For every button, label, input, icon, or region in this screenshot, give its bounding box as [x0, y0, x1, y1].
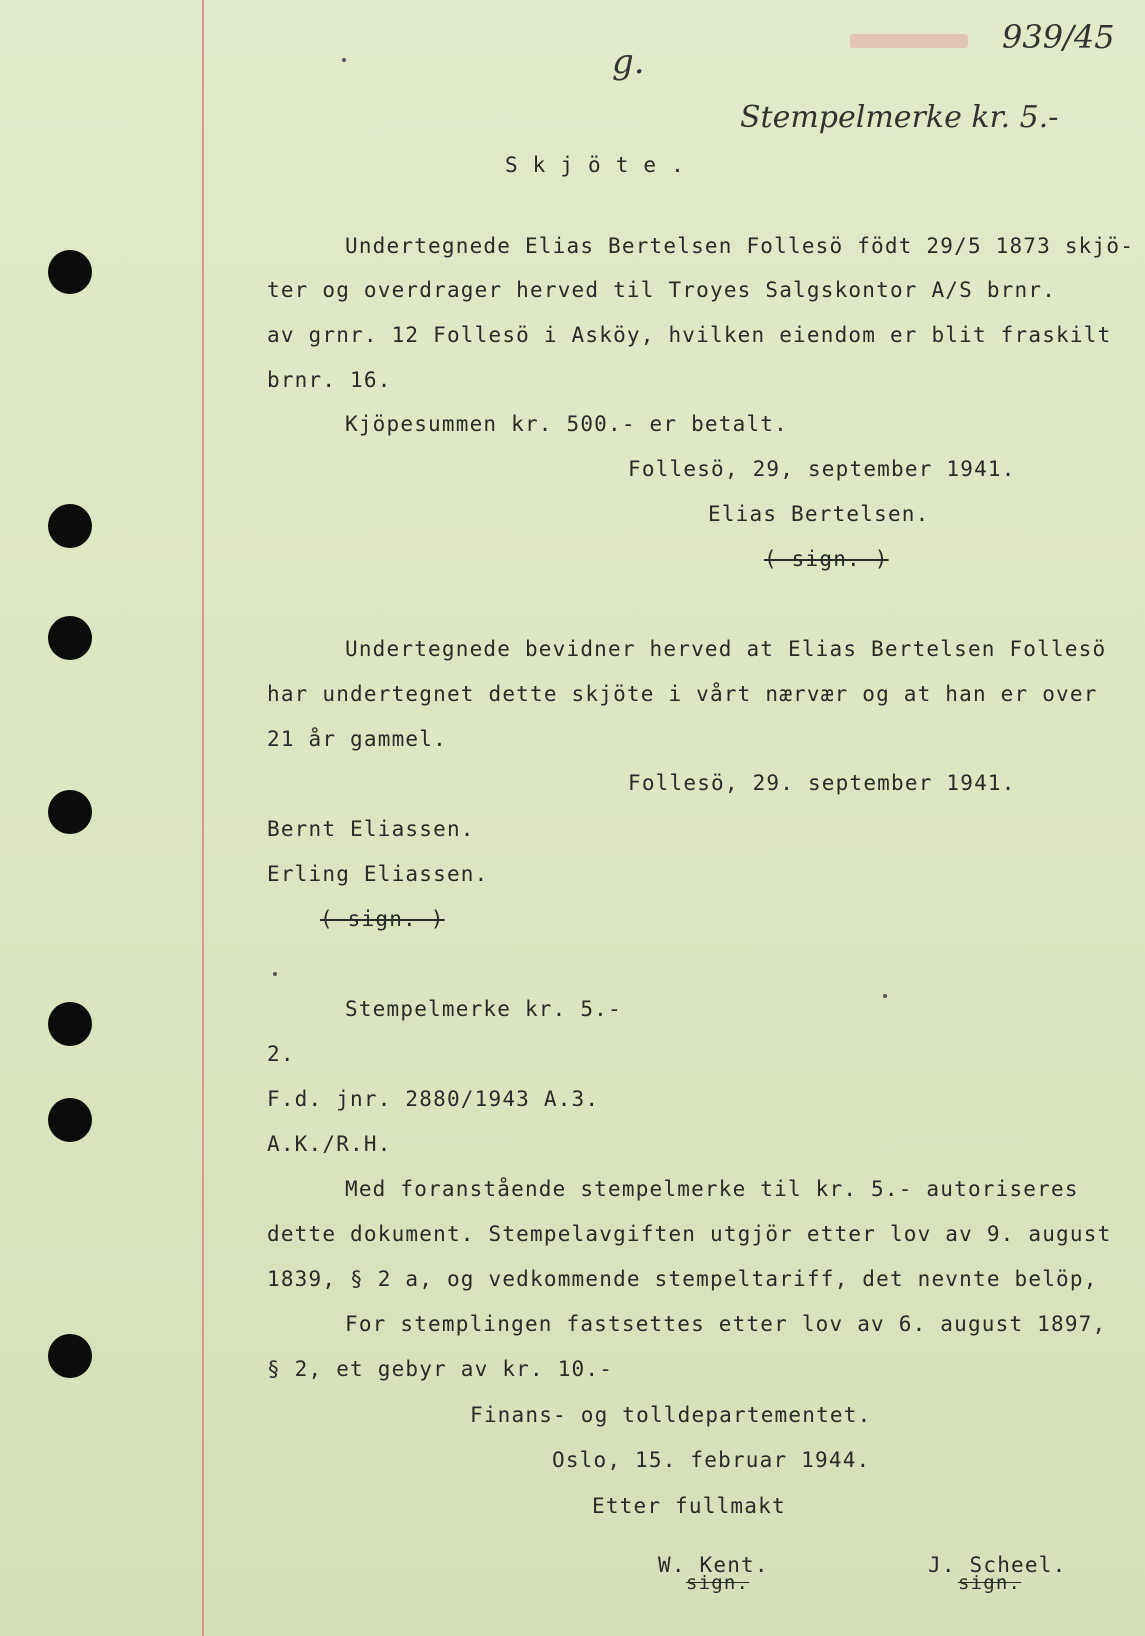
text-line: Kjöpesummen kr. 500.- er betalt. — [345, 412, 788, 436]
text-line: 2. — [267, 1042, 295, 1066]
sign-mark: ( sign. ) — [764, 547, 889, 571]
text-line: har undertegnet dette skjöte i vårt nærvær og at han er over — [267, 682, 1098, 706]
text-line: Med foranstående stempelmerke til kr. 5.- autoriseres — [345, 1177, 1079, 1201]
text-line: brnr. 16. — [267, 368, 392, 392]
punch-hole — [48, 616, 92, 660]
punch-hole — [48, 504, 92, 548]
red-stamp-mark — [850, 34, 968, 48]
handwritten-stamp-note: Stempelmerke kr. 5.- — [740, 100, 1059, 135]
sign-mark: ( sign. ) — [320, 907, 445, 931]
text-line: dette dokument. Stempelavgiften utgjör etter lov av 9. august — [267, 1222, 1112, 1246]
punch-hole — [48, 1098, 92, 1142]
journal-number: F.d. jnr. 2880/1943 A.3. — [267, 1087, 600, 1111]
witness-name: Bernt Eliassen. — [267, 817, 475, 841]
text-line: § 2, et gebyr av kr. 10.- — [267, 1357, 614, 1381]
place-date: Follesö, 29, september 1941. — [628, 457, 1016, 481]
signer-name: Elias Bertelsen. — [708, 502, 930, 526]
initial-mark: g. — [612, 42, 645, 82]
text-line: 1839, § 2 a, og vedkommende stempeltariff, det nevnte belöp, — [267, 1267, 1098, 1291]
speck — [273, 972, 277, 976]
text-line: For stemplingen fastsettes etter lov av 6. august 1897, — [345, 1312, 1107, 1336]
document-title: S k j ö t e . — [505, 153, 685, 177]
signature-left-name: W. Kent. — [658, 1553, 769, 1577]
place-date: Follesö, 29. september 1941. — [628, 771, 1016, 795]
text-line: Etter fullmakt — [592, 1494, 786, 1518]
text-line: 21 år gammel. — [267, 727, 447, 751]
punch-hole — [48, 1334, 92, 1378]
department-name: Finans- og tolldepartementet. — [470, 1403, 872, 1427]
place-date: Oslo, 15. februar 1944. — [552, 1448, 871, 1472]
punch-hole — [48, 250, 92, 294]
text-line: Undertegnede bevidner herved at Elias Bertelsen Follesö — [345, 637, 1107, 661]
document-number: 939/45 — [1002, 18, 1115, 56]
punch-hole — [48, 790, 92, 834]
signature-right-sign: sign. — [958, 1572, 1022, 1594]
text-line: av grnr. 12 Follesö i Asköy, hvilken eiendom er blit fraskilt — [267, 323, 1112, 347]
signature-right-name: J. Scheel. — [928, 1553, 1067, 1577]
text-line: Stempelmerke kr. 5.- — [345, 997, 622, 1021]
witness-name: Erling Eliassen. — [267, 862, 489, 886]
speck — [342, 58, 346, 62]
speck — [883, 994, 887, 998]
text-line: Undertegnede Elias Bertelsen Follesö födt 29/5 1873 skjö- — [345, 234, 1135, 258]
punch-hole — [48, 1002, 92, 1046]
text-line: A.K./R.H. — [267, 1132, 392, 1156]
text-line: ter og overdrager herved til Troyes Salgskontor A/S brnr. — [267, 278, 1057, 302]
margin-rule — [202, 0, 204, 1636]
signature-left-sign: sign. — [686, 1572, 750, 1594]
